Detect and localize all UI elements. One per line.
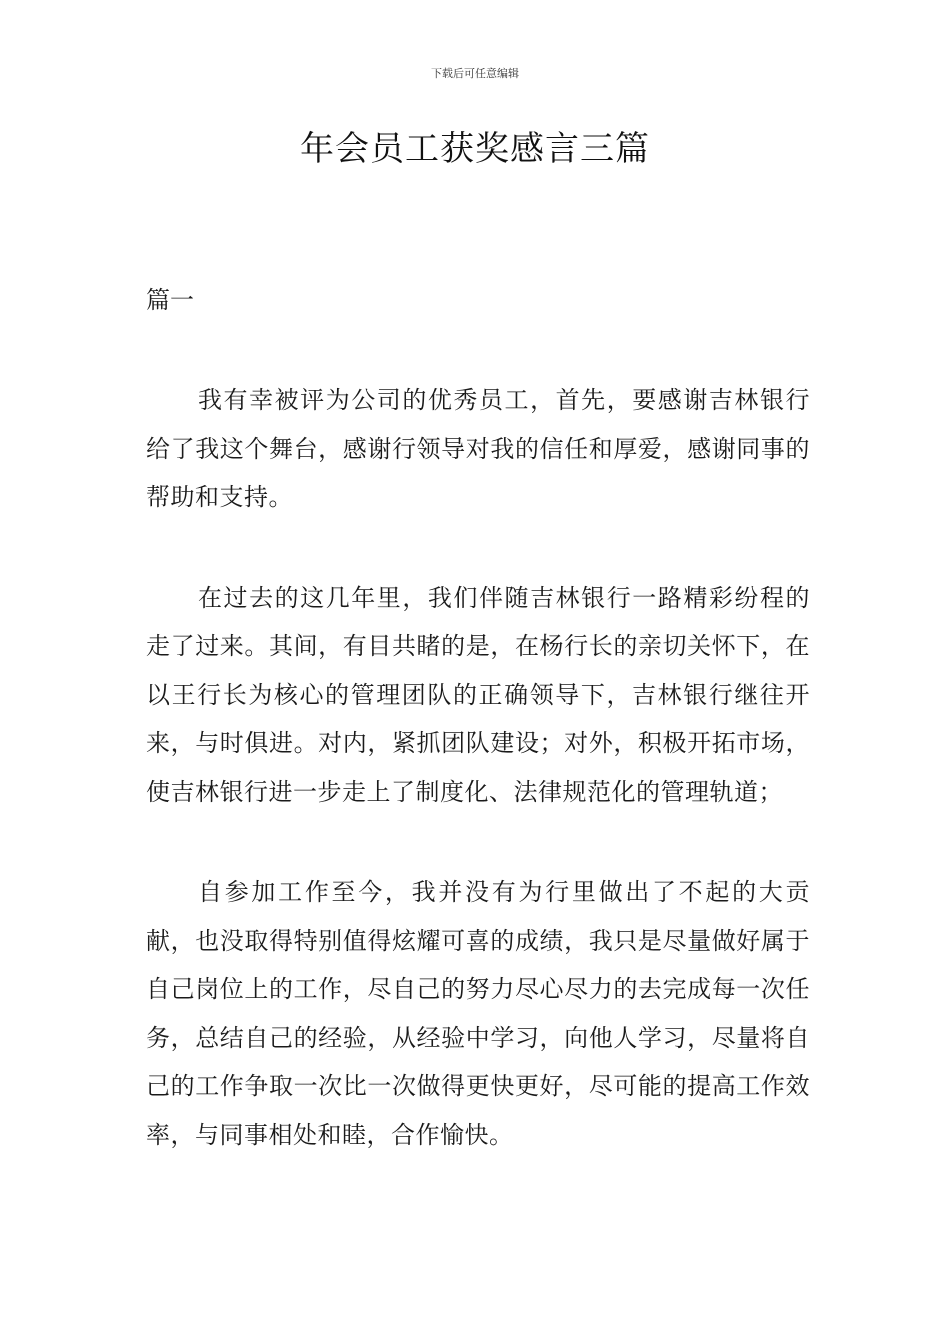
paragraph: 自参加工作至今，我并没有为行里做出了不起的大贡献，也没取得特别值得炫耀可喜的成绩，我只是尽量做好属于自己岗位上的工作，尽自己的努力尽心尽力的去完成每一次任务，总结自己的经验，从经验中学习，向他人学习，尽量将自己的工作争取一次比一次做得更快更好，尽可能的提高工作效率，与同事相处和睦，合作愉快。 xyxy=(146,878,810,1149)
paragraph: 在过去的这几年里，我们伴随吉林银行一路精彩纷程的走了过来。其间，有目共睹的是，在杨行长的亲切关怀下，在以王行长为核心的管理团队的正确领导下，吉林银行继往开来，与时俱进。对内，紧抓团队建设；对外，积极开拓市场，使吉林银行进一步走上了制度化、法律规范化的管理轨道； xyxy=(146,583,810,806)
section-heading: 篇一 xyxy=(146,286,194,314)
paragraph: 我有幸被评为公司的优秀员工，首先，要感谢吉林银行给了我这个舞台，感谢行领导对我的信任和厚爱，感谢同事的帮助和支持。 xyxy=(146,386,810,511)
page-title: 年会员工获奖感言三篇 xyxy=(300,129,650,169)
header-note: 下载后可任意编辑 xyxy=(431,67,519,80)
document-body xyxy=(146,376,810,1211)
